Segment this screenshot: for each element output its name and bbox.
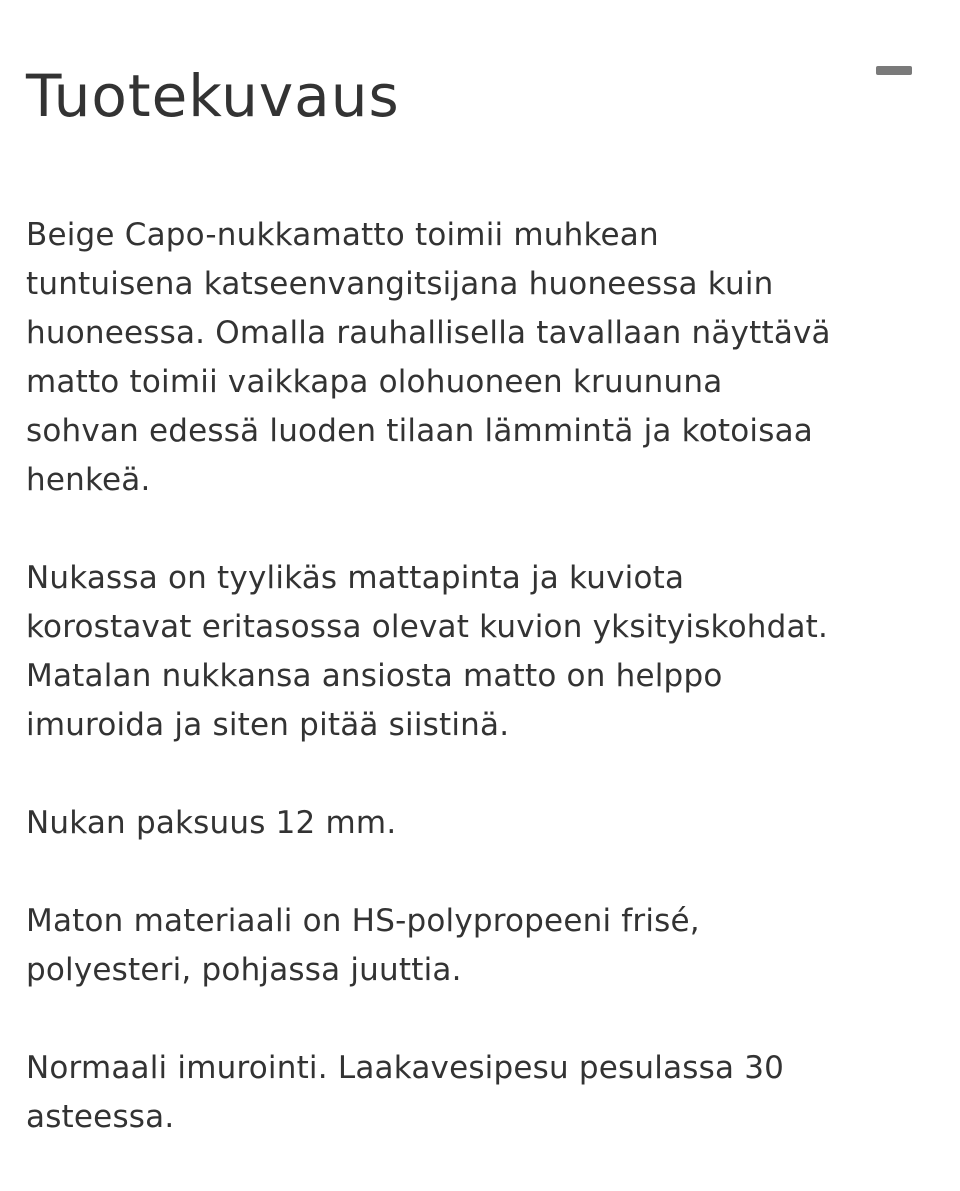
section-title: Tuotekuvaus (26, 62, 400, 130)
description-body (26, 211, 926, 1191)
pile-thickness-text: Nukan paksuus 12 mm. (26, 805, 397, 841)
collapse-button[interactable] (874, 64, 914, 90)
minus-icon (876, 66, 912, 75)
panel-header[interactable] (26, 56, 926, 136)
material-text: Maton materiaali on HS-polypropeeni frisé, polyesteri, pohjassa juuttia. (26, 903, 700, 988)
description-paragraph: Beige Capo-nukkamatto toimii muhkean tuntuisena katseenvangitsijana huoneessa kuin huoneessa. Omalla rauhallisella tavallaan näyttävä matto toimii vaikkapa olohuoneen kruununa sohvan edessä luoden tilaan lämmintä ja kotoisaa henkeä. (26, 217, 831, 498)
description-paragraph: Nukassa on tyylikäs mattapinta ja kuviota korostavat eritasossa olevat kuvion yksityiskohdat. Matalan nukkansa ansiosta matto on helppo imuroida ja siten pitää siistinä. (26, 560, 829, 743)
care-instructions-text: Normaali imurointi. Laakavesipesu pesulassa 30 asteessa. (26, 1050, 785, 1135)
